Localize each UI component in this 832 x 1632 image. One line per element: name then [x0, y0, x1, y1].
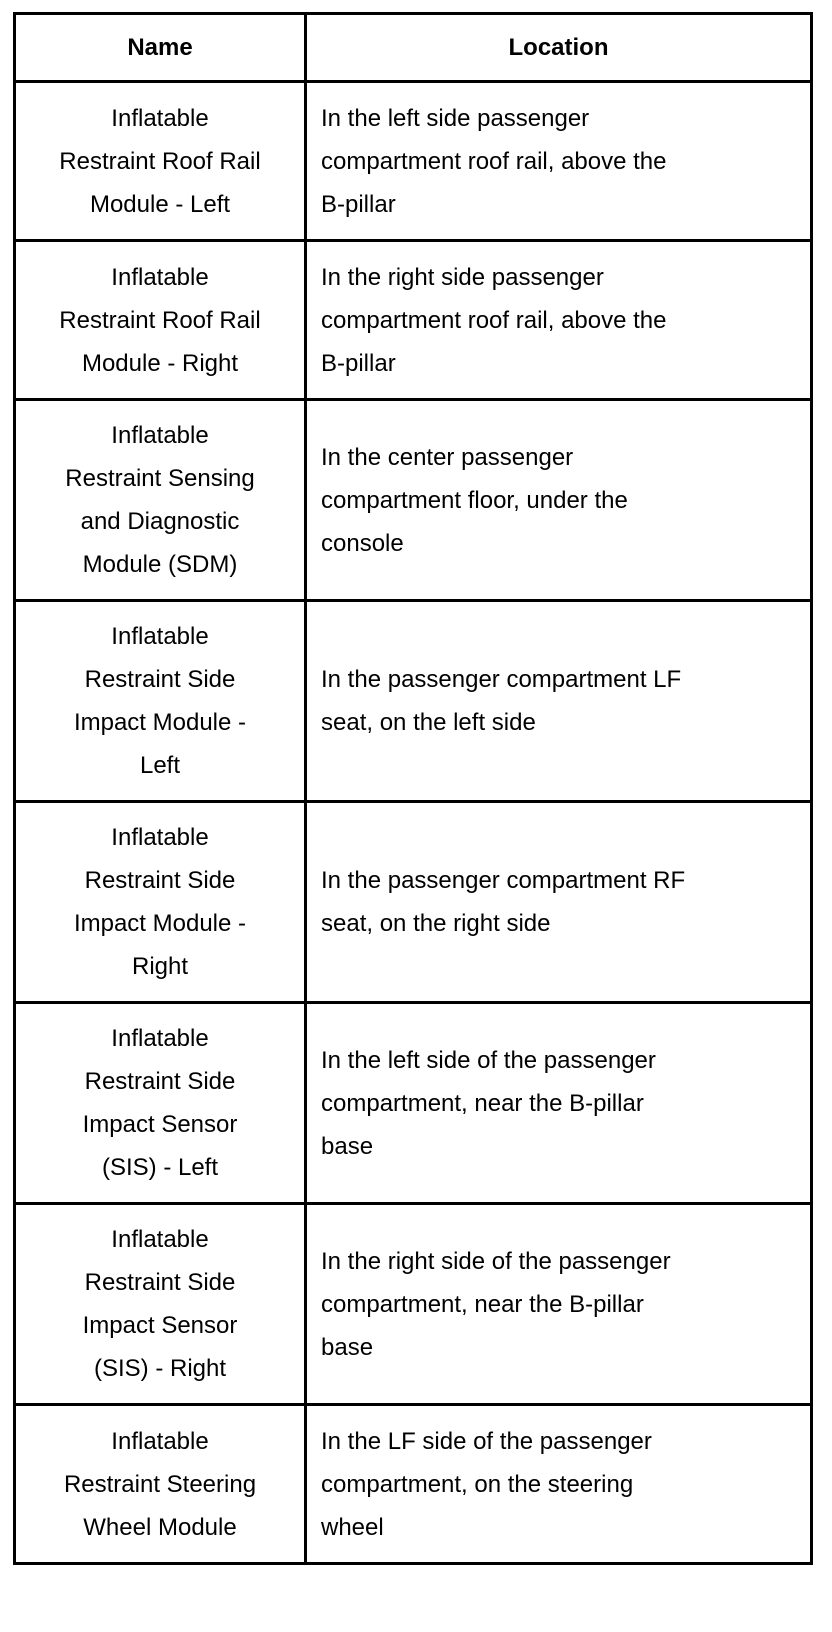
- component-name-line: Module - Right: [81, 349, 239, 377]
- component-location-cell: [306, 82, 812, 241]
- location-column-header: Location: [306, 14, 812, 82]
- component-name-line: Restraint Roof Rail: [59, 306, 261, 334]
- component-name-cell: [15, 802, 306, 1003]
- table-row: [15, 82, 812, 241]
- component-name-line: Inflatable: [111, 1427, 209, 1455]
- component-name-line: Impact Module -: [73, 910, 247, 937]
- component-name-cell: [15, 1003, 306, 1204]
- table-row: [15, 1204, 812, 1405]
- component-location-line: compartment, on the steering: [321, 1470, 634, 1498]
- component-location-line: In the left side of the passenger: [321, 1046, 656, 1074]
- table-header-row: [15, 14, 812, 82]
- component-name-cell: [15, 1405, 306, 1564]
- table-row: [15, 1003, 812, 1204]
- table-row: [15, 1405, 812, 1564]
- table-row: [15, 601, 812, 802]
- component-name-line: (SIS) - Left: [101, 1154, 219, 1181]
- component-name-cell: [15, 1204, 306, 1405]
- component-location-cell: [306, 1405, 812, 1564]
- component-location-cell: [306, 802, 812, 1003]
- component-location-line: In the passenger compartment LF: [321, 666, 682, 693]
- component-location-line: In the left side passenger: [321, 104, 590, 132]
- component-location-line: base: [321, 1132, 374, 1160]
- component-name-line: Left: [139, 752, 181, 779]
- component-name-line: Inflatable: [111, 824, 209, 851]
- component-location-line: base: [321, 1333, 374, 1361]
- component-name-line: Inflatable: [111, 1226, 209, 1253]
- name-column-header: Name: [15, 14, 306, 82]
- component-location-line: compartment, near the B-pillar: [321, 1290, 644, 1318]
- component-location-line: compartment floor, under the: [321, 486, 628, 514]
- component-name-line: (SIS) - Right: [93, 1355, 227, 1382]
- component-location-cell: [306, 400, 812, 601]
- component-name-cell: [15, 601, 306, 802]
- component-name-line: Inflatable: [111, 422, 209, 449]
- component-name-line: Restraint Side: [84, 666, 236, 693]
- table-body: [15, 82, 812, 1564]
- component-name-line: Impact Sensor: [82, 1111, 238, 1138]
- component-name-line: Inflatable: [111, 1025, 209, 1052]
- component-name-line: Restraint Side: [84, 1068, 236, 1095]
- component-name-line: Restraint Roof Rail: [59, 147, 261, 175]
- component-location-line: B-pillar: [321, 349, 396, 377]
- component-location-line: wheel: [321, 1513, 384, 1541]
- component-location-cell: [306, 1003, 812, 1204]
- component-location-line: compartment roof rail, above the: [321, 306, 667, 334]
- component-location-cell: [306, 601, 812, 802]
- component-name-cell: [15, 241, 306, 400]
- component-name-line: Module - Left: [89, 190, 231, 218]
- component-name-line: Inflatable: [111, 623, 209, 650]
- table-row: [15, 400, 812, 601]
- component-location-line: In the passenger compartment RF: [321, 867, 686, 894]
- component-name-line: and Diagnostic: [80, 508, 240, 535]
- table-row: [15, 241, 812, 400]
- component-name-line: Impact Sensor: [82, 1312, 238, 1339]
- component-name-line: Right: [131, 953, 189, 980]
- component-name-line: Inflatable: [111, 104, 209, 132]
- component-location-cell: [306, 1204, 812, 1405]
- component-location-line: compartment roof rail, above the: [321, 147, 667, 175]
- component-name-line: Restraint Sensing: [65, 465, 255, 492]
- component-location-line: seat, on the left side: [321, 709, 536, 736]
- component-name-line: Module (SDM): [82, 551, 238, 578]
- component-location-line: console: [321, 529, 404, 557]
- component-name-cell: [15, 82, 306, 241]
- component-location-cell: [306, 241, 812, 400]
- component-location-table: [13, 12, 813, 1565]
- component-location-line: compartment, near the B-pillar: [321, 1089, 644, 1117]
- table-row: [15, 802, 812, 1003]
- component-location-line: B-pillar: [321, 190, 396, 218]
- component-location-line: In the center passenger: [321, 443, 574, 471]
- component-location-line: In the right side passenger: [321, 263, 604, 291]
- component-name-cell: [15, 400, 306, 601]
- component-location-line: seat, on the right side: [321, 910, 551, 937]
- component-name-line: Restraint Side: [84, 1269, 236, 1296]
- component-name-line: Wheel Module: [83, 1513, 237, 1541]
- component-name-line: Inflatable: [111, 263, 209, 291]
- component-name-line: Impact Module -: [73, 709, 247, 736]
- component-location-line: In the right side of the passenger: [321, 1247, 671, 1275]
- component-name-line: Restraint Side: [84, 867, 236, 894]
- component-name-line: Restraint Steering: [63, 1470, 257, 1498]
- component-location-line: In the LF side of the passenger: [321, 1427, 652, 1455]
